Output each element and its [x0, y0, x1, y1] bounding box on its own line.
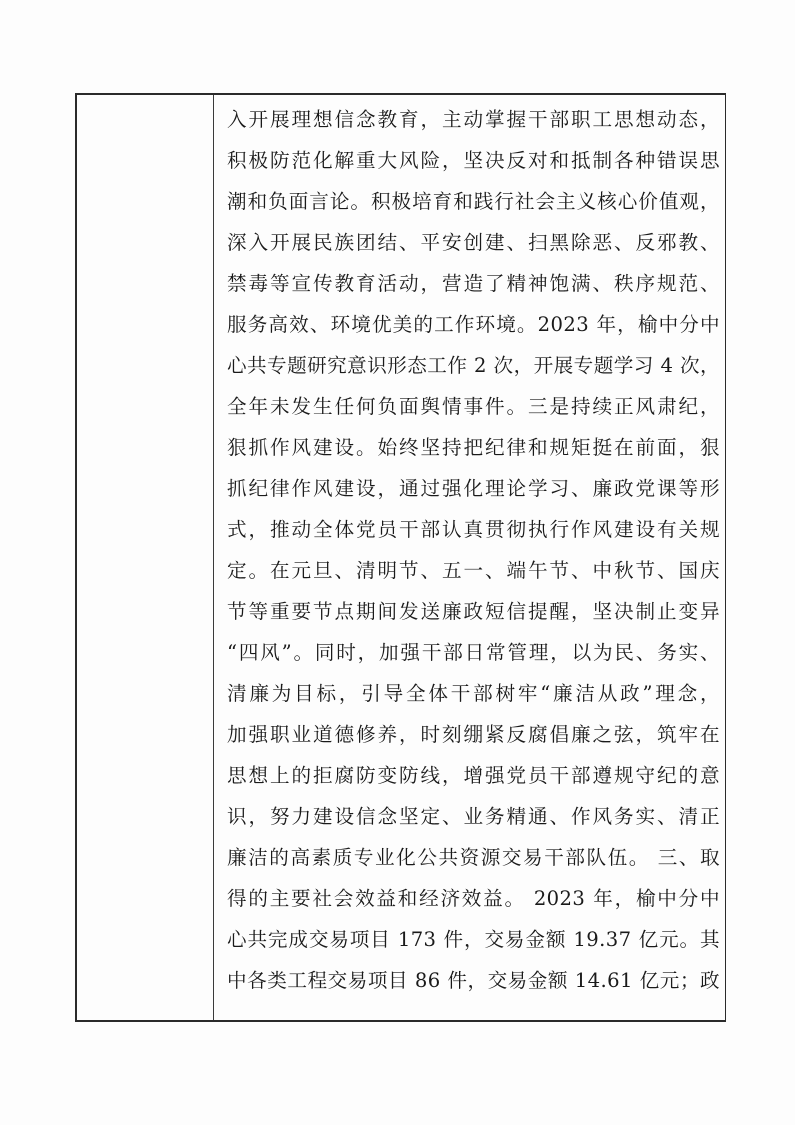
- table-label-column: [77, 95, 214, 1020]
- table-content-cell: [215, 95, 726, 1020]
- text-line: 清廉为目标，引导全体干部树牢“廉洁从政”理念，: [227, 682, 720, 705]
- text-line: 潮和负面言论。积极培育和践行社会主义核心价值观，: [227, 190, 720, 213]
- text-line: 廉洁的高素质专业化公共资源交易干部队伍。 三、取: [227, 846, 720, 869]
- text-line: 深入开展民族团结、平安创建、扫黑除恶、反邪教、: [227, 231, 720, 254]
- text-line: 得的主要社会效益和经济效益。 2023 年，榆中分中: [227, 887, 720, 910]
- text-line: 积极防范化解重大风险，坚决反对和抵制各种错误思: [227, 149, 720, 172]
- text-line: 入开展理想信念教育，主动掌握干部职工思想动态，: [227, 108, 720, 131]
- text-line: 全年未发生任何负面舆情事件。三是持续正风肃纪，: [227, 395, 720, 418]
- text-line: 心共专题研究意识形态工作 2 次，开展专题学习 4 次，: [227, 354, 720, 377]
- text-line: 节等重要节点期间发送廉政短信提醒，坚决制止变异: [227, 600, 720, 623]
- text-line: 式，推动全体党员干部认真贯彻执行作风建设有关规: [227, 518, 720, 541]
- text-line: 抓纪律作风建设，通过强化理论学习、廉政党课等形: [227, 477, 720, 500]
- text-line: 禁毒等宣传教育活动，营造了精神饱满、秩序规范、: [227, 272, 720, 295]
- text-line: 服务高效、环境优美的工作环境。2023 年，榆中分中: [227, 313, 720, 336]
- text-line: 心共完成交易项目 173 件，交易金额 19.37 亿元。其: [227, 928, 720, 951]
- text-line: “四风”。同时，加强干部日常管理，以为民、务实、: [227, 641, 720, 664]
- text-line: 识，努力建设信念坚定、业务精通、作风务实、清正: [227, 805, 720, 828]
- form-table: [75, 93, 726, 1022]
- text-line: 中各类工程交易项目 86 件，交易金额 14.61 亿元；政: [227, 969, 720, 992]
- text-line: 定。在元旦、清明节、五一、端午节、中秋节、国庆: [227, 559, 720, 582]
- text-line: 思想上的拒腐防变防线，增强党员干部遵规守纪的意: [227, 764, 720, 787]
- text-line: 狠抓作风建设。始终坚持把纪律和规矩挺在前面，狠: [227, 436, 720, 459]
- text-line: 加强职业道德修养，时刻绷紧反腐倡廉之弦，筑牢在: [227, 723, 720, 746]
